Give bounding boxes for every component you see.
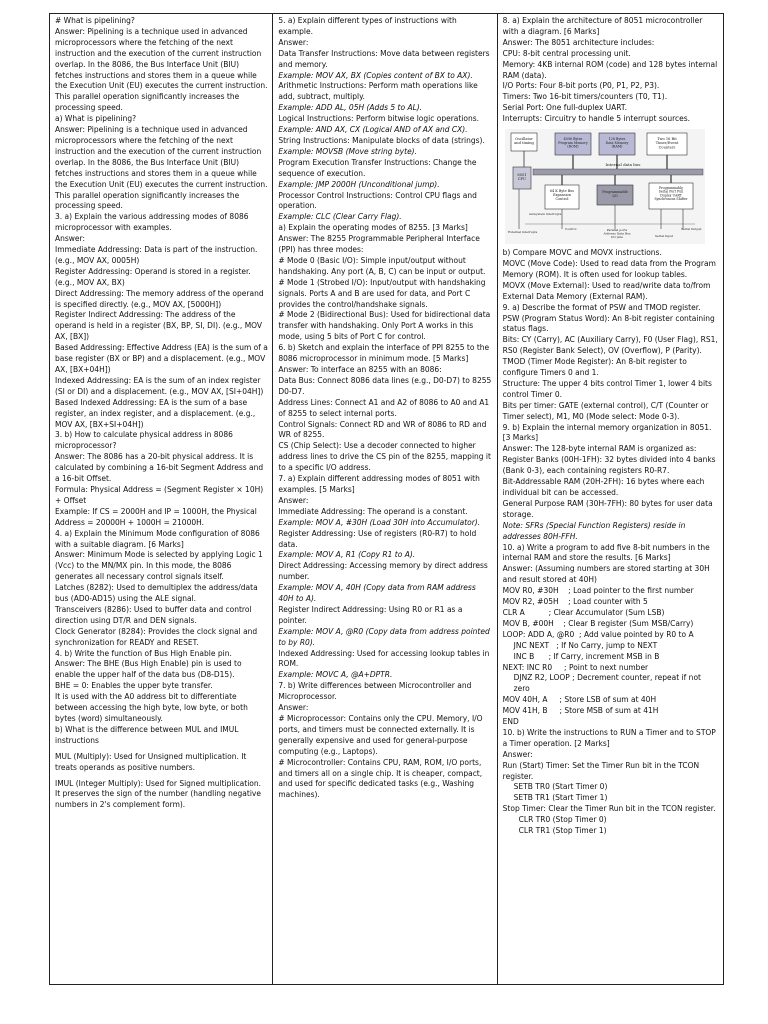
note-paragraph: a) Explain the operating modes of 8255. [3 Marks] <box>278 223 468 233</box>
note-paragraph: Latches (8282): Used to demultiplex the address/data bus (AD0-AD15) using the ALE signal. <box>55 583 261 604</box>
note-paragraph: SETB TR0 (Start Timer 0) <box>513 782 608 792</box>
note-paragraph: CPU: 8-bit central processing unit. <box>502 48 631 58</box>
note-paragraph: # Microcontroller: Contains CPU, RAM, ROM, I/O ports, and timers all on a single chip. It is cheaper, compact, and used for specific dedicated tasks (e.g., Washing machines). <box>278 757 485 800</box>
note-paragraph: b) Compare MOVC and MOVX instructions. <box>502 248 662 258</box>
note-paragraph: It is used with the A0 address bit to differentiate between accessing the high byte, low byte, or both bytes (word) simultaneously. <box>55 692 251 723</box>
note-paragraph: Answer: (Assuming numbers are stored starting at 30H and result stored at 40H) <box>502 564 713 585</box>
note-paragraph: Answer: <box>278 37 309 47</box>
note-paragraph: Serial Port: One full-duplex UART. <box>502 103 628 113</box>
serial-port-label: Programmable Serial Port Full Duplex UART Synchronous Shifter <box>654 186 688 202</box>
note-paragraph: Based Indexed Addressing: EA is the sum of a base register, an index register, and a displacement. (e.g., MOV AX, [BX+SI+04H]) <box>55 397 258 429</box>
note-paragraph: Example: JMP 2000H (Unconditional jump). <box>278 179 440 189</box>
serial-output-label: Serial Output <box>680 227 702 232</box>
note-paragraph: Answer: Pipelining is a technique used in advanced microprocessors where the fetching of the next instruction and the execution of the current instruction overlap. In the 8086, the Bus Interface Unit (BIU) fetches instructions and stores them in a queue while the Execution Unit (EU) executes the current instruction. This parallel operation significantly increases the processing speed. <box>55 26 270 113</box>
note-paragraph: Answer: Pipelining is a technique used in advanced microprocessors where the fetching of the next instruction and the execution of the current instruction overlap. In the 8086, the Bus Interface Unit (BIU) fetches instructions and stores them in a queue while the Execution Unit (EU) executes the current instruction. This parallel operation significantly increases the processing speed. <box>55 125 270 211</box>
note-paragraph: Indexed Addressing: EA is the sum of an index register (SI or DI) and a displacement. (e.g., MOV AX, [SI+04H]) <box>55 375 264 396</box>
parallel-ports-label: Parallel ports Address Data Bus I/O pins <box>603 228 631 239</box>
note-paragraph: IMUL (Integer Multiply): Used for Signed multiplication. It preserves the sign of the number (handling negative numbers in 2's complement form). <box>55 778 264 810</box>
note-paragraph: Transceivers (8286): Used to buffer data and control direction using DT/R and DEN signals. <box>55 604 254 625</box>
note-paragraph: SETB TR1 (Start Timer 1) <box>513 793 608 803</box>
note-paragraph: Example: MOV A, R1 (Copy R1 to A). <box>278 550 416 560</box>
note-paragraph: CS (Chip Select): Use a decoder connected to higher address lines to drive the CS pin of the 8255, mapping it to a specific I/O address. <box>278 441 494 473</box>
note-paragraph: Example: ADD AL, 05H (Adds 5 to AL). <box>278 103 423 113</box>
note-paragraph: Structure: The upper 4 bits control Timer 1, lower 4 bits control Timer 0. <box>502 378 715 399</box>
note-paragraph: Answer: The 8086 has a 20-bit physical address. It is calculated by combining a 16-bit Segment Address and a 16-bit Offset. <box>55 452 266 484</box>
note-paragraph: LOOP: ADD A, @R0 ; Add value pointed by R0 to A <box>502 629 694 639</box>
note-paragraph: Example: MOV A, #30H (Load 30H into Accumulator). <box>278 517 481 527</box>
note-paragraph: 8. a) Explain the architecture of 8051 microcontroller with a diagram. [6 Marks] <box>502 16 705 36</box>
note-paragraph: Example: CLC (Clear Carry Flag). <box>278 212 402 222</box>
subsystem-interrupts-label: subsystem interrupts <box>528 212 561 217</box>
note-paragraph: MUL (Multiply): Used for Unsigned multiplication. It treats operands as positive numbers. <box>55 751 249 772</box>
bus-expansion-label: 64 K Byte Bus Expansion Control <box>549 189 574 201</box>
column-right-top <box>503 16 719 125</box>
oscillator-label: Oscillator and timing <box>513 137 534 146</box>
note-paragraph: MOV R0, #30H ; Load pointer to the first number <box>502 586 694 596</box>
note-paragraph: PSW (Program Status Word): An 8-bit register containing status flags. <box>502 313 718 334</box>
note-paragraph: a) What is pipelining? <box>55 114 137 124</box>
note-paragraph: Immediate Addressing: The operand is a constant. <box>278 506 468 516</box>
note-paragraph: TMOD (Timer Mode Register): An 8-bit register to configure Timers 0 and 1. <box>502 357 690 378</box>
note-paragraph: Stop Timer: Clear the Timer Run bit in the TCON register. <box>502 804 716 814</box>
column-right-bottom <box>503 248 719 837</box>
note-paragraph: Answer: <box>502 749 533 759</box>
note-paragraph: Example: MOV A, 40H (Copy data from RAM address 40H to A). <box>278 583 479 604</box>
external-interrupts-label: External interrupts <box>507 230 537 235</box>
note-paragraph: Interrupts: Circuitry to handle 5 interrupt sources. <box>502 114 691 124</box>
note-paragraph: # What is pipelining? <box>55 16 135 25</box>
note-paragraph: CLR A ; Clear Accumulator (Sum LSB) <box>502 607 665 617</box>
note-paragraph: Example: AND AX, CX (Logical AND of AX and CX). <box>278 125 468 135</box>
cpu-label: 8051 CPU <box>517 173 527 182</box>
note-paragraph: String Instructions: Manipulate blocks of data (strings). <box>278 135 485 145</box>
note-paragraph: Processor Control Instructions: Control CPU flags and operation. <box>278 190 480 211</box>
internal-data-bus <box>533 169 703 175</box>
note-paragraph: General Purpose RAM (30H-7FH): 80 bytes for user data storage. <box>502 498 716 519</box>
note-paragraph: Indexed Addressing: Used for accessing lookup tables in ROM. <box>278 648 492 669</box>
note-paragraph: # Mode 0 (Basic I/O): Simple input/output without handshaking. Any port (A, B, C) can be input or output. <box>278 255 486 276</box>
note-paragraph: Answer: <box>278 703 309 713</box>
note-paragraph: # Mode 2 (Bidirectional Bus): Used for bidirectional data transfer with handshaking. Only Port A works in this mode, using 5 bits of Port C for control. <box>278 310 493 342</box>
note-paragraph: 9. a) Describe the format of PSW and TMOD register. <box>502 302 701 312</box>
note-paragraph: Example: MOV A, @R0 (Copy data from address pointed to by R0). <box>278 626 493 647</box>
note-paragraph: Memory: 4KB internal ROM (code) and 128 bytes internal RAM (data). <box>502 59 720 80</box>
note-paragraph: JNC NEXT ; If No Carry, jump to NEXT <box>513 640 658 650</box>
note-paragraph: MOV 41H, B ; Store MSB of sum at 41H <box>502 706 659 716</box>
column-left <box>50 14 273 984</box>
note-paragraph: Example: MOVSB (Move string byte). <box>278 146 417 156</box>
note-paragraph: Data Bus: Connect 8086 data lines (e.g., D0-D7) to 8255 D0-D7. <box>278 375 494 396</box>
note-paragraph: Answer: The 8051 architecture includes: <box>502 37 655 47</box>
note-paragraph: Answer: The 8255 Programmable Peripheral Interface (PPI) has three modes: <box>278 234 483 255</box>
note-paragraph: Answer: <box>55 234 86 244</box>
programmable-io-label: Programmable I/O <box>601 190 628 198</box>
note-paragraph: MOV B, #00H ; Clear B register (Sum MSB/Carry) <box>502 618 694 628</box>
note-paragraph: 10. b) Write the instructions to RUN a Timer and to STOP a Timer operation. [2 Marks] <box>502 727 719 748</box>
note-paragraph: Control Signals: Connect RD and WR of 8086 to RD and WR of 8255. <box>278 419 489 440</box>
note-paragraph: Logical Instructions: Perform bitwise logic operations. <box>278 114 480 124</box>
note-paragraph: Answer: The BHE (Bus High Enable) pin is used to enable the upper half of the data bus (D8-D15). <box>55 659 244 680</box>
note-paragraph: 6. b) Sketch and explain the interface of PPI 8255 to the 8086 microprocessor in minimum mode. [5 Marks] <box>278 343 492 364</box>
note-paragraph: Immediate Addressing: Data is part of the instruction. (e.g., MOV AX, 0005H) <box>55 245 260 265</box>
control-label: Control <box>564 227 577 232</box>
note-paragraph: Answer: <box>278 495 309 505</box>
note-paragraph: Bit-Addressable RAM (20H-2FH): 16 bytes where each individual bit can be accessed. <box>502 477 707 497</box>
note-paragraph: 10. a) Write a program to add five 8-bit numbers in the internal RAM and store the results. [6 Marks] <box>502 542 713 563</box>
note-paragraph: Example: If CS = 2000H and IP = 1000H, the Physical Address = 20000H + 1000H = 21000H. <box>55 506 260 527</box>
note-paragraph: Bits per timer: GATE (external control), C/T (Counter or Timer select), M1, M0 (Mode select: Mode 0-3). <box>502 400 711 421</box>
note-paragraph: Register Indirect Addressing: Using R0 or R1 as a pointer. <box>278 604 465 625</box>
note-paragraph: MOVC (Move Code): Used to read data from the Program Memory (ROM). It is often used for lookup tables. <box>502 258 719 279</box>
note-paragraph: Answer: The 128-byte internal RAM is organized as: <box>502 444 697 454</box>
note-paragraph: 4. b) Write the function of Bus High Enable pin. <box>55 648 232 658</box>
note-paragraph: Note: SFRs (Special Function Registers) reside in addresses 80H-FFH. <box>502 520 688 541</box>
note-paragraph: Register Addressing: Use of registers (R0-R7) to hold data. <box>278 528 479 549</box>
note-paragraph: I/O Ports: Four 8-bit ports (P0, P1, P2, P3). <box>502 81 660 91</box>
note-paragraph: 3. a) Explain the various addressing modes of 8086 microprocessor with examples. <box>55 212 251 233</box>
note-paragraph: CLR TR0 (Stop Timer 0) <box>518 815 607 825</box>
note-paragraph: MOV 40H, A ; Store LSB of sum at 40H <box>502 695 657 705</box>
note-paragraph: Data Transfer Instructions: Move data between registers and memory. <box>278 48 492 69</box>
ram-label: 128 Bytes Data Memory (RAM) <box>605 137 629 149</box>
note-paragraph: DJNZ R2, LOOP ; Decrement counter, repeat if not zero <box>513 673 704 694</box>
note-paragraph: MOV R2, #05H ; Load counter with 5 <box>502 597 648 607</box>
note-paragraph: b) What is the difference between MUL and IMUL instructions <box>55 724 241 745</box>
note-paragraph: Arithmetic Instructions: Perform math operations like add, subtract, multiply. <box>278 81 481 102</box>
notes-sheet <box>49 13 724 985</box>
serial-input-label: Serial Input <box>654 234 673 239</box>
note-paragraph: INC B ; If Carry, increment MSB in B <box>513 651 660 661</box>
note-paragraph: 7. b) Write differences between Microcontroller and Microprocessor. <box>278 681 474 702</box>
note-paragraph: 9. b) Explain the internal memory organization in 8051. [3 Marks] <box>502 422 714 443</box>
note-paragraph: Clock Generator (8284): Provides the clock signal and synchronization for READY and RESET. <box>55 626 260 647</box>
note-paragraph: BHE = 0: Enables the upper byte transfer. <box>55 681 213 691</box>
note-paragraph: Run (Start) Timer: Set the Timer Run bit in the TCON register. <box>502 760 702 781</box>
note-paragraph: Formula: Physical Address = (Segment Register × 10H) + Offset <box>55 484 266 505</box>
note-paragraph: Direct Addressing: The memory address of the operand is specified directly. (e.g., MOV AX, [5000H]) <box>55 288 266 309</box>
architecture-diagram-8051 <box>505 129 705 244</box>
note-paragraph: 7. a) Explain different addressing modes of 8051 with examples. [5 Marks] <box>278 474 483 494</box>
column-middle <box>273 14 497 984</box>
note-paragraph: Example: MOVC A, @A+DPTR. <box>278 670 393 680</box>
note-paragraph: Timers: Two 16-bit timers/counters (T0, T1). <box>502 92 668 102</box>
timers-label: Two 16 Bit Timer/Event Counters <box>655 137 678 150</box>
note-paragraph: Address Lines: Connect A1 and A2 of 8086 to A0 and A1 of 8255 to select internal ports. <box>278 397 492 418</box>
note-paragraph: NEXT: INC R0 ; Point to next number <box>502 662 649 672</box>
column-right <box>498 14 723 984</box>
note-paragraph: Answer: Minimum Mode is selected by applying Logic 1 (Vcc) to the MN/MX pin. In this mode, the 8086 generates all necessary control signals itself. <box>55 550 266 582</box>
note-paragraph: CLR TR1 (Stop Timer 1) <box>518 826 607 836</box>
bus-label: Internal data bus <box>605 162 641 168</box>
note-paragraph: # Mode 1 (Strobed I/O): Input/output with handshaking signals. Ports A and B are used for data, and Port C provides the control/handshake signals. <box>278 277 488 309</box>
note-paragraph: # Microprocessor: Contains only the CPU. Memory, I/O ports, and timers must be connected externally. It is generally expensive and used for general-purpose computing (e.g., Laptops). <box>278 714 485 756</box>
note-paragraph: Direct Addressing: Accessing memory by direct address number. <box>278 561 491 582</box>
note-paragraph: 3. b) How to calculate physical address in 8086 microprocessor? <box>55 430 236 451</box>
note-paragraph: 5. a) Explain different types of instructions with example. <box>278 16 460 36</box>
note-paragraph: Based Addressing: Effective Address (EA) is the sum of a base register (BX or BP) and a displacement. (e.g., MOV AX, [BX+04H]) <box>55 343 271 374</box>
note-paragraph: Register Banks (00H-1FH): 32 bytes divided into 4 banks (Bank 0-3), each containing registers R0-R7. <box>502 455 718 476</box>
note-paragraph: MOVX (Move External): Used to read/write data to/from External Data Memory (External RAM). <box>502 280 713 301</box>
note-paragraph: Answer: To interface an 8255 with an 8086: <box>278 365 442 374</box>
note-paragraph: Register Indirect Addressing: The address of the operand is held in a register (BX, BP, SI, DI). (e.g., MOV AX, [BX]) <box>55 310 265 342</box>
note-paragraph: Bits: CY (Carry), AC (Auxiliary Carry), F0 (User Flag), RS1, RS0 (Register Bank Select), OV (Overflow), P (Parity). <box>502 335 721 356</box>
note-paragraph: Example: MOV AX, BX (Copies content of BX to AX). <box>278 70 473 80</box>
note-paragraph: END <box>502 717 519 727</box>
note-paragraph: Program Execution Transfer Instructions: Change the sequence of execution. <box>278 157 479 178</box>
note-paragraph: 4. a) Explain the Minimum Mode configuration of 8086 with a suitable diagram. [6 Marks] <box>55 528 263 549</box>
note-paragraph: Register Addressing: Operand is stored in a register. (e.g., MOV AX, BX) <box>55 266 254 287</box>
rom-label: 4096 Bytes Program Memory (ROM) <box>557 137 588 149</box>
